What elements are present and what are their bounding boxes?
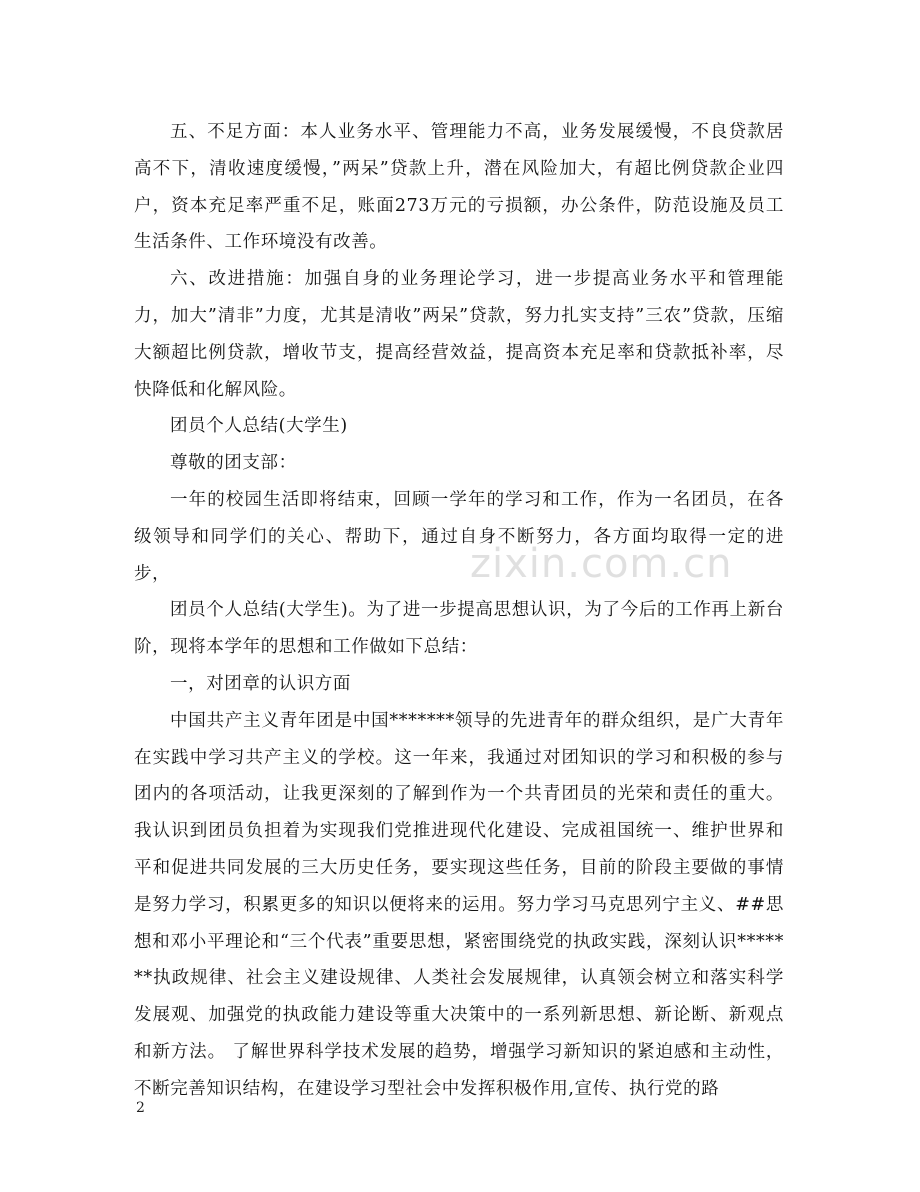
paragraph-summary-purpose: 团员个人总结(大学生)。为了进一步提高思想认识，为了今后的工作再上新台阶，现将本学年的思想和工作做如下总结：: [134, 600, 784, 658]
paragraph-improvements: 六、改进措施：加强自身的业务理论学习，进一步提高业务水平和管理能力，加大”清非”力度，尤其是清收”两呆”贷款，努力扎实支持”三农”贷款，压缩大额超比例贷款，增收节支，提高经营效益，提高资本充足率和贷款抵补率，尽快降低和化解风险。: [134, 269, 784, 400]
page-number: 2: [136, 1100, 145, 1116]
subheading-charter: 一，对团章的认识方面: [170, 673, 351, 694]
paragraph-intro: 一年的校园生活即将结束，回顾一学年的学习和工作，作为一名团员，在各级领导和同学们的关心、帮助下，通过自身不断努力，各方面均取得一定的进步，: [134, 489, 784, 584]
watermark: zixin.com.cn: [470, 541, 733, 587]
section-title: 团员个人总结(大学生): [170, 416, 348, 437]
paragraph-league-understanding: 中国共产主义青年团是中国*******领导的先进青年的群众组织，是广大青年在实践中学习共产主义的学校。这一年来，我通过对团知识的学习和积极的参与团内的各项活动，让我更深刻的了解到作为一个共青团员的光荣和责任的重大。我认识到团员负担着为实现我们党推进现代化建设、完成祖国统一、维护世界和平和促进共同发展的三大历史任务，要实现这些任务，目前的阶段主要做的事情是努力学习，积累更多的知识以便将来的运用。努力学习马克思列宁主义、##思想和邓小平理论和“三个代表”重要思想，紧密围绕党的执政实践，深刻认识*******执政规律、社会主义建设规律、人类社会发展规律，认真领会树立和落实科学发展观、加强党的执政能力建设等重大决策中的一系列新思想、新论断、新观点和新方法。 了解世界科学技术发展的趋势，增强学习新知识的紧迫感和主动性，不断完善知识结构，在建设学习型社会中发挥积极作用,宣传、执行党的路: [134, 710, 784, 1099]
salutation: 尊敬的团支部：: [170, 453, 297, 474]
document-body: [134, 114, 784, 1108]
paragraph-shortcomings: 五、不足方面：本人业务水平、管理能力不高，业务发展缓慢，不良贷款居高不下，清收速度缓慢，”两呆”贷款上升，潜在风险加大，有超比例贷款企业四户，资本充足率严重不足，账面273万元的亏损额，办公条件，防范设施及员工生活条件、工作环境没有改善。: [134, 122, 784, 253]
